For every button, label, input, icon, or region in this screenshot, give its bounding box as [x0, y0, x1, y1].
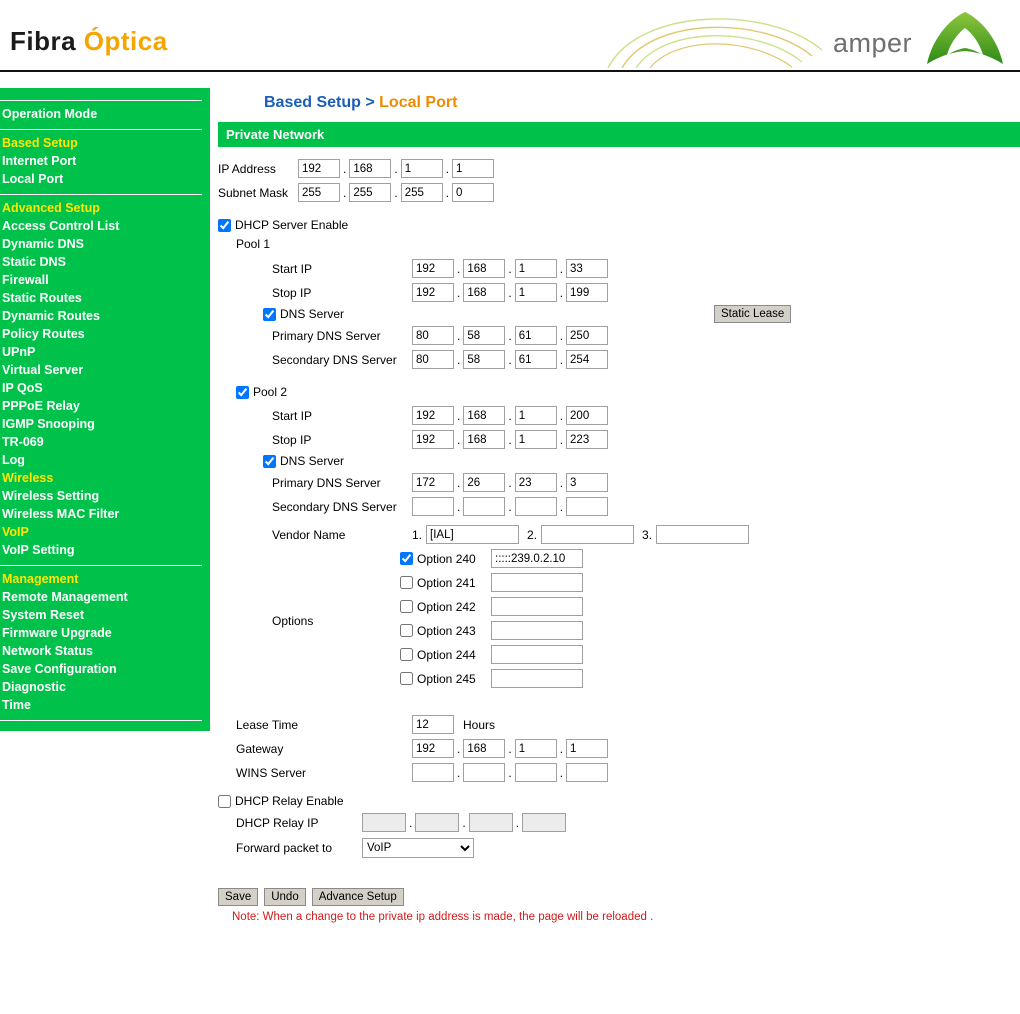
brand-title [10, 26, 168, 57]
footer-buttons [218, 888, 1020, 906]
pool2-primary-dns-label: Primary DNS Server [272, 475, 381, 490]
ip-address-octet-1[interactable] [298, 159, 340, 178]
pool2-stop-ip-octet-2[interactable] [463, 430, 505, 449]
options-label: Options [272, 614, 314, 628]
dot: . [559, 408, 564, 423]
row-pool1-secondary-dns [272, 350, 1020, 369]
pool2-secondary-dns-octet-3[interactable] [515, 497, 557, 516]
row-vendor-name [272, 525, 1020, 544]
pool2-stop-ip-octet-4[interactable] [566, 430, 608, 449]
sidebar-item-tr069[interactable]: TR-069 [2, 435, 44, 449]
vendor-name-label: Vendor Name [272, 527, 346, 542]
dhcp-server-enable-checkbox[interactable] [218, 219, 231, 232]
dot: . [457, 765, 461, 780]
option-245-input[interactable] [491, 669, 583, 688]
dhcp-server-enable-label: DHCP Server Enable [235, 218, 349, 232]
pool1-primary-dns-label: Primary DNS Server [272, 328, 381, 343]
dot: . [409, 815, 413, 830]
dhcp-relay-ip-label: DHCP Relay IP [236, 815, 319, 830]
pool2-title: Pool 2 [253, 385, 288, 399]
row-pool2-dns-server [263, 454, 1020, 468]
wins-server-octet-4[interactable] [566, 763, 608, 782]
row-dhcp-server-enable [218, 218, 1020, 232]
pool1-stop-ip-octet-4[interactable] [566, 283, 608, 302]
row-pool2-stop-ip [272, 430, 1020, 449]
reload-note: Note: When a change to the private ip address is made, the page will be reloaded . [232, 911, 654, 923]
breadcrumb-separator: > [360, 94, 380, 111]
pool2-enable-checkbox[interactable] [236, 386, 249, 399]
dot: . [394, 185, 398, 200]
sidebar-item-static-routes[interactable]: Static Routes [2, 291, 82, 305]
vendor-name-3-input[interactable] [656, 525, 749, 544]
option-241-input[interactable] [491, 573, 583, 592]
pool1-start-ip-octet-3[interactable] [515, 259, 557, 278]
pool2-start-ip-octet-3[interactable] [515, 406, 557, 425]
row-dhcp-relay-ip [236, 813, 1020, 832]
row-wins-server [236, 763, 1020, 782]
dot: . [457, 285, 461, 300]
dot: . [457, 499, 461, 514]
sidebar-item-network-status[interactable]: Network Status [2, 644, 93, 658]
dot: . [457, 432, 461, 447]
option-242-checkbox[interactable] [400, 600, 413, 613]
pool1-start-ip-octet-2[interactable] [463, 259, 505, 278]
options-list [400, 549, 583, 693]
pool1-dns-server-label: DNS Server [280, 307, 345, 321]
pool1-start-ip-octet-1[interactable] [412, 259, 454, 278]
pool1-secondary-dns-octet-4[interactable] [566, 350, 608, 369]
ip-address-octet-2[interactable] [349, 159, 391, 178]
options-block [272, 549, 1020, 693]
dot: . [457, 261, 461, 276]
row-subnet-mask [218, 183, 1020, 202]
sidebar-item-voip-setting[interactable]: VoIP Setting [2, 543, 75, 557]
pool1-primary-dns-octet-2[interactable] [463, 326, 505, 345]
sidebar-item-policy-routes[interactable]: Policy Routes [2, 327, 85, 341]
sidebar-group-based-setup[interactable]: Based Setup [2, 136, 78, 150]
row-option-245 [400, 669, 583, 688]
dot: . [559, 475, 564, 490]
dot: . [457, 408, 461, 423]
dot: . [457, 741, 461, 756]
dot: . [559, 499, 564, 514]
dot: . [559, 765, 564, 780]
row-pool2-primary-dns [272, 473, 1020, 492]
sidebar-item-diagnostic[interactable]: Diagnostic [2, 680, 66, 694]
gateway-octet-1[interactable] [412, 739, 454, 758]
sidebar-item-access-control-list[interactable]: Access Control List [2, 219, 120, 233]
section-title-private-network: Private Network [218, 122, 1020, 147]
dot: . [508, 261, 512, 276]
pool2-primary-dns-octet-1[interactable] [412, 473, 454, 492]
sidebar-item-wireless-setting[interactable]: Wireless Setting [2, 489, 100, 503]
gateway-label: Gateway [236, 741, 284, 756]
sidebar-item-pppoe-relay[interactable]: PPPoE Relay [2, 399, 80, 413]
row-ip-address [218, 159, 1020, 178]
vendor-name-1-number: 1. [412, 527, 423, 542]
wins-server-octet-2[interactable] [463, 763, 505, 782]
row-pool2-secondary-dns [272, 497, 1020, 516]
sidebar-item-wireless-mac-filter[interactable]: Wireless MAC Filter [2, 507, 120, 521]
sidebar-divider [0, 565, 202, 566]
pool2-dns-server-label: DNS Server [280, 454, 345, 468]
pool2-secondary-dns-octet-2[interactable] [463, 497, 505, 516]
pool1-secondary-dns-octet-3[interactable] [515, 350, 557, 369]
option-242-label: Option 242 [417, 599, 476, 614]
pool1-secondary-dns-label: Secondary DNS Server [272, 352, 397, 367]
row-option-242 [400, 597, 583, 616]
row-pool2-enable [236, 385, 1020, 399]
subnet-mask-octet-3[interactable] [401, 183, 443, 202]
dot: . [508, 285, 512, 300]
pool2-start-ip-octet-4[interactable] [566, 406, 608, 425]
page-header [0, 0, 1020, 72]
pool1-start-ip-label: Start IP [272, 261, 313, 276]
pool2-dns-server-checkbox[interactable] [263, 455, 276, 468]
sidebar-item-firmware-upgrade[interactable]: Firmware Upgrade [2, 626, 112, 640]
sidebar-item-static-dns[interactable]: Static DNS [2, 255, 66, 269]
option-240-checkbox[interactable] [400, 552, 413, 565]
sidebar-item-operation-mode[interactable]: Operation Mode [2, 107, 98, 121]
wins-server-octet-1[interactable] [412, 763, 454, 782]
dot: . [559, 328, 564, 343]
pool2-start-ip-label: Start IP [272, 408, 313, 423]
sidebar [0, 88, 210, 731]
pool1-stop-ip-octet-1[interactable] [412, 283, 454, 302]
sidebar-item-time[interactable]: Time [2, 698, 31, 712]
row-option-244 [400, 645, 583, 664]
save-button[interactable]: Save [218, 888, 258, 906]
sidebar-group-management[interactable]: Management [2, 572, 79, 586]
ip-address-octet-3[interactable] [401, 159, 443, 178]
pool2-primary-dns-octet-2[interactable] [463, 473, 505, 492]
sidebar-group-wireless[interactable]: Wireless [2, 471, 54, 485]
subnet-mask-label: Subnet Mask [218, 185, 289, 200]
subnet-mask-octet-2[interactable] [349, 183, 391, 202]
row-option-240 [400, 549, 583, 568]
dot: . [343, 161, 347, 176]
option-243-checkbox[interactable] [400, 624, 413, 637]
dot: . [508, 741, 512, 756]
pool2-primary-dns-octet-4[interactable] [566, 473, 608, 492]
brand-word-fibra: Fibra [10, 26, 84, 56]
subnet-mask-octet-4[interactable] [452, 183, 494, 202]
row-option-241 [400, 573, 583, 592]
dot: . [508, 408, 512, 423]
sidebar-item-dynamic-dns[interactable]: Dynamic DNS [2, 237, 84, 251]
option-243-label: Option 243 [417, 623, 476, 638]
breadcrumb [218, 88, 1020, 122]
main-content [218, 88, 1020, 923]
dot: . [445, 185, 450, 200]
dot: . [515, 815, 520, 830]
pool1-title: Pool 1 [236, 237, 271, 251]
dot: . [559, 352, 564, 367]
sidebar-item-virtual-server[interactable]: Virtual Server [2, 363, 84, 377]
pool1-primary-dns-octet-3[interactable] [515, 326, 557, 345]
dhcp-relay-enable-label: DHCP Relay Enable [235, 794, 344, 808]
sidebar-item-save-configuration[interactable]: Save Configuration [2, 662, 117, 676]
sidebar-item-internet-port[interactable]: Internet Port [2, 154, 77, 168]
option-241-label: Option 241 [417, 575, 476, 590]
dot: . [457, 475, 461, 490]
pool1-start-ip-octet-4[interactable] [566, 259, 608, 278]
dot: . [559, 741, 564, 756]
option-242-input[interactable] [491, 597, 583, 616]
row-gateway [236, 739, 1020, 758]
pool1-secondary-dns-octet-2[interactable] [463, 350, 505, 369]
row-pool1-stop-ip [272, 283, 1020, 302]
pool2-stop-ip-label: Stop IP [272, 432, 312, 447]
dot: . [508, 432, 512, 447]
gateway-octet-3[interactable] [515, 739, 557, 758]
pool2-primary-dns-octet-3[interactable] [515, 473, 557, 492]
sidebar-divider [0, 194, 202, 195]
option-244-label: Option 244 [417, 647, 476, 662]
vendor-name-1-input[interactable] [426, 525, 519, 544]
sidebar-item-ip-qos[interactable]: IP QoS [2, 381, 43, 395]
dot: . [457, 352, 461, 367]
dhcp-relay-ip-octet-3[interactable] [469, 813, 513, 832]
row-pool1-dns-server [263, 307, 1020, 321]
pool2-start-ip-octet-2[interactable] [463, 406, 505, 425]
sidebar-divider [0, 100, 202, 101]
pool2-secondary-dns-label: Secondary DNS Server [272, 499, 397, 514]
pool2-stop-ip-octet-3[interactable] [515, 430, 557, 449]
sidebar-item-log[interactable]: Log [2, 453, 25, 467]
dot: . [457, 328, 461, 343]
sidebar-item-system-reset[interactable]: System Reset [2, 608, 84, 622]
sidebar-item-upnp[interactable]: UPnP [2, 345, 36, 359]
gateway-octet-4[interactable] [566, 739, 608, 758]
gateway-octet-2[interactable] [463, 739, 505, 758]
vendor-name-2-input[interactable] [541, 525, 634, 544]
forward-packet-select[interactable] [362, 838, 474, 858]
row-pool1-start-ip [272, 259, 1020, 278]
sidebar-divider [0, 129, 202, 130]
static-lease-button[interactable]: Static Lease [714, 305, 791, 323]
dot: . [462, 815, 466, 830]
forward-packet-label: Forward packet to [236, 841, 333, 855]
pool2-start-ip-octet-1[interactable] [412, 406, 454, 425]
amper-logo-icon [924, 10, 1006, 66]
pool2-secondary-dns-octet-4[interactable] [566, 497, 608, 516]
pool1-dns-server-checkbox[interactable] [263, 308, 276, 321]
dot: . [508, 475, 512, 490]
option-243-input[interactable] [491, 621, 583, 640]
option-245-label: Option 245 [417, 671, 476, 686]
row-option-243 [400, 621, 583, 640]
dhcp-relay-ip-octet-1[interactable] [362, 813, 406, 832]
breadcrumb-parent[interactable]: Based Setup [264, 94, 361, 111]
option-244-input[interactable] [491, 645, 583, 664]
dot: . [559, 261, 564, 276]
breadcrumb-current: Local Port [379, 94, 458, 111]
dot: . [508, 352, 512, 367]
subnet-mask-octet-1[interactable] [298, 183, 340, 202]
pool1-stop-ip-octet-2[interactable] [463, 283, 505, 302]
pool1-title-row [236, 237, 1020, 251]
pool2-secondary-dns-octet-1[interactable] [412, 497, 454, 516]
dot: . [508, 328, 512, 343]
dhcp-relay-enable-checkbox[interactable] [218, 795, 231, 808]
pool1-secondary-dns-octet-1[interactable] [412, 350, 454, 369]
dot: . [559, 432, 564, 447]
lease-time-label: Lease Time [236, 717, 299, 732]
sidebar-item-dynamic-routes[interactable]: Dynamic Routes [2, 309, 100, 323]
local-port-form [218, 147, 1020, 923]
sidebar-group-advanced-setup[interactable]: Advanced Setup [2, 201, 100, 215]
vendor-name-2-number: 2. [527, 527, 538, 542]
pool1-stop-ip-octet-3[interactable] [515, 283, 557, 302]
dot: . [445, 161, 450, 176]
dot: . [508, 765, 512, 780]
row-pool1-primary-dns [272, 326, 1020, 345]
dhcp-relay-ip-octet-2[interactable] [415, 813, 459, 832]
dhcp-relay-ip-octet-4[interactable] [522, 813, 566, 832]
sidebar-item-remote-management[interactable]: Remote Management [2, 590, 128, 604]
pool1-primary-dns-octet-1[interactable] [412, 326, 454, 345]
sidebar-item-igmp-snooping[interactable]: IGMP Snooping [2, 417, 95, 431]
sidebar-item-local-port[interactable]: Local Port [2, 172, 64, 186]
row-dhcp-relay-enable [218, 794, 1020, 808]
dot: . [343, 185, 347, 200]
pool2-stop-ip-octet-1[interactable] [412, 430, 454, 449]
sidebar-divider [0, 720, 202, 721]
decorative-arcs [600, 0, 830, 68]
pool1-primary-dns-octet-4[interactable] [566, 326, 608, 345]
row-pool2-start-ip [272, 406, 1020, 425]
option-240-label: Option 240 [417, 551, 476, 566]
option-244-checkbox[interactable] [400, 648, 413, 661]
option-245-checkbox[interactable] [400, 672, 413, 685]
wins-server-octet-3[interactable] [515, 763, 557, 782]
dot: . [394, 161, 398, 176]
brand-word-optica: Óptica [83, 26, 168, 56]
undo-button[interactable]: Undo [264, 888, 306, 906]
wins-server-label: WINS Server [236, 765, 307, 780]
vendor-name: amper [832, 28, 912, 58]
advance-setup-button[interactable]: Advance Setup [312, 888, 404, 906]
sidebar-group-voip[interactable]: VoIP [2, 525, 29, 539]
lease-time-unit: Hours [463, 717, 496, 732]
ip-address-octet-4[interactable] [452, 159, 494, 178]
option-240-input[interactable] [491, 549, 583, 568]
sidebar-item-firewall[interactable]: Firewall [2, 273, 49, 287]
vendor-name-3-number: 3. [642, 527, 653, 542]
pool1-stop-ip-label: Stop IP [272, 285, 312, 300]
option-241-checkbox[interactable] [400, 576, 413, 589]
row-forward-packet [236, 838, 1020, 858]
lease-time-input[interactable] [412, 715, 454, 734]
dot: . [508, 499, 512, 514]
dot: . [559, 285, 564, 300]
row-lease-time [236, 715, 1020, 734]
ip-address-label: IP Address [218, 161, 276, 176]
